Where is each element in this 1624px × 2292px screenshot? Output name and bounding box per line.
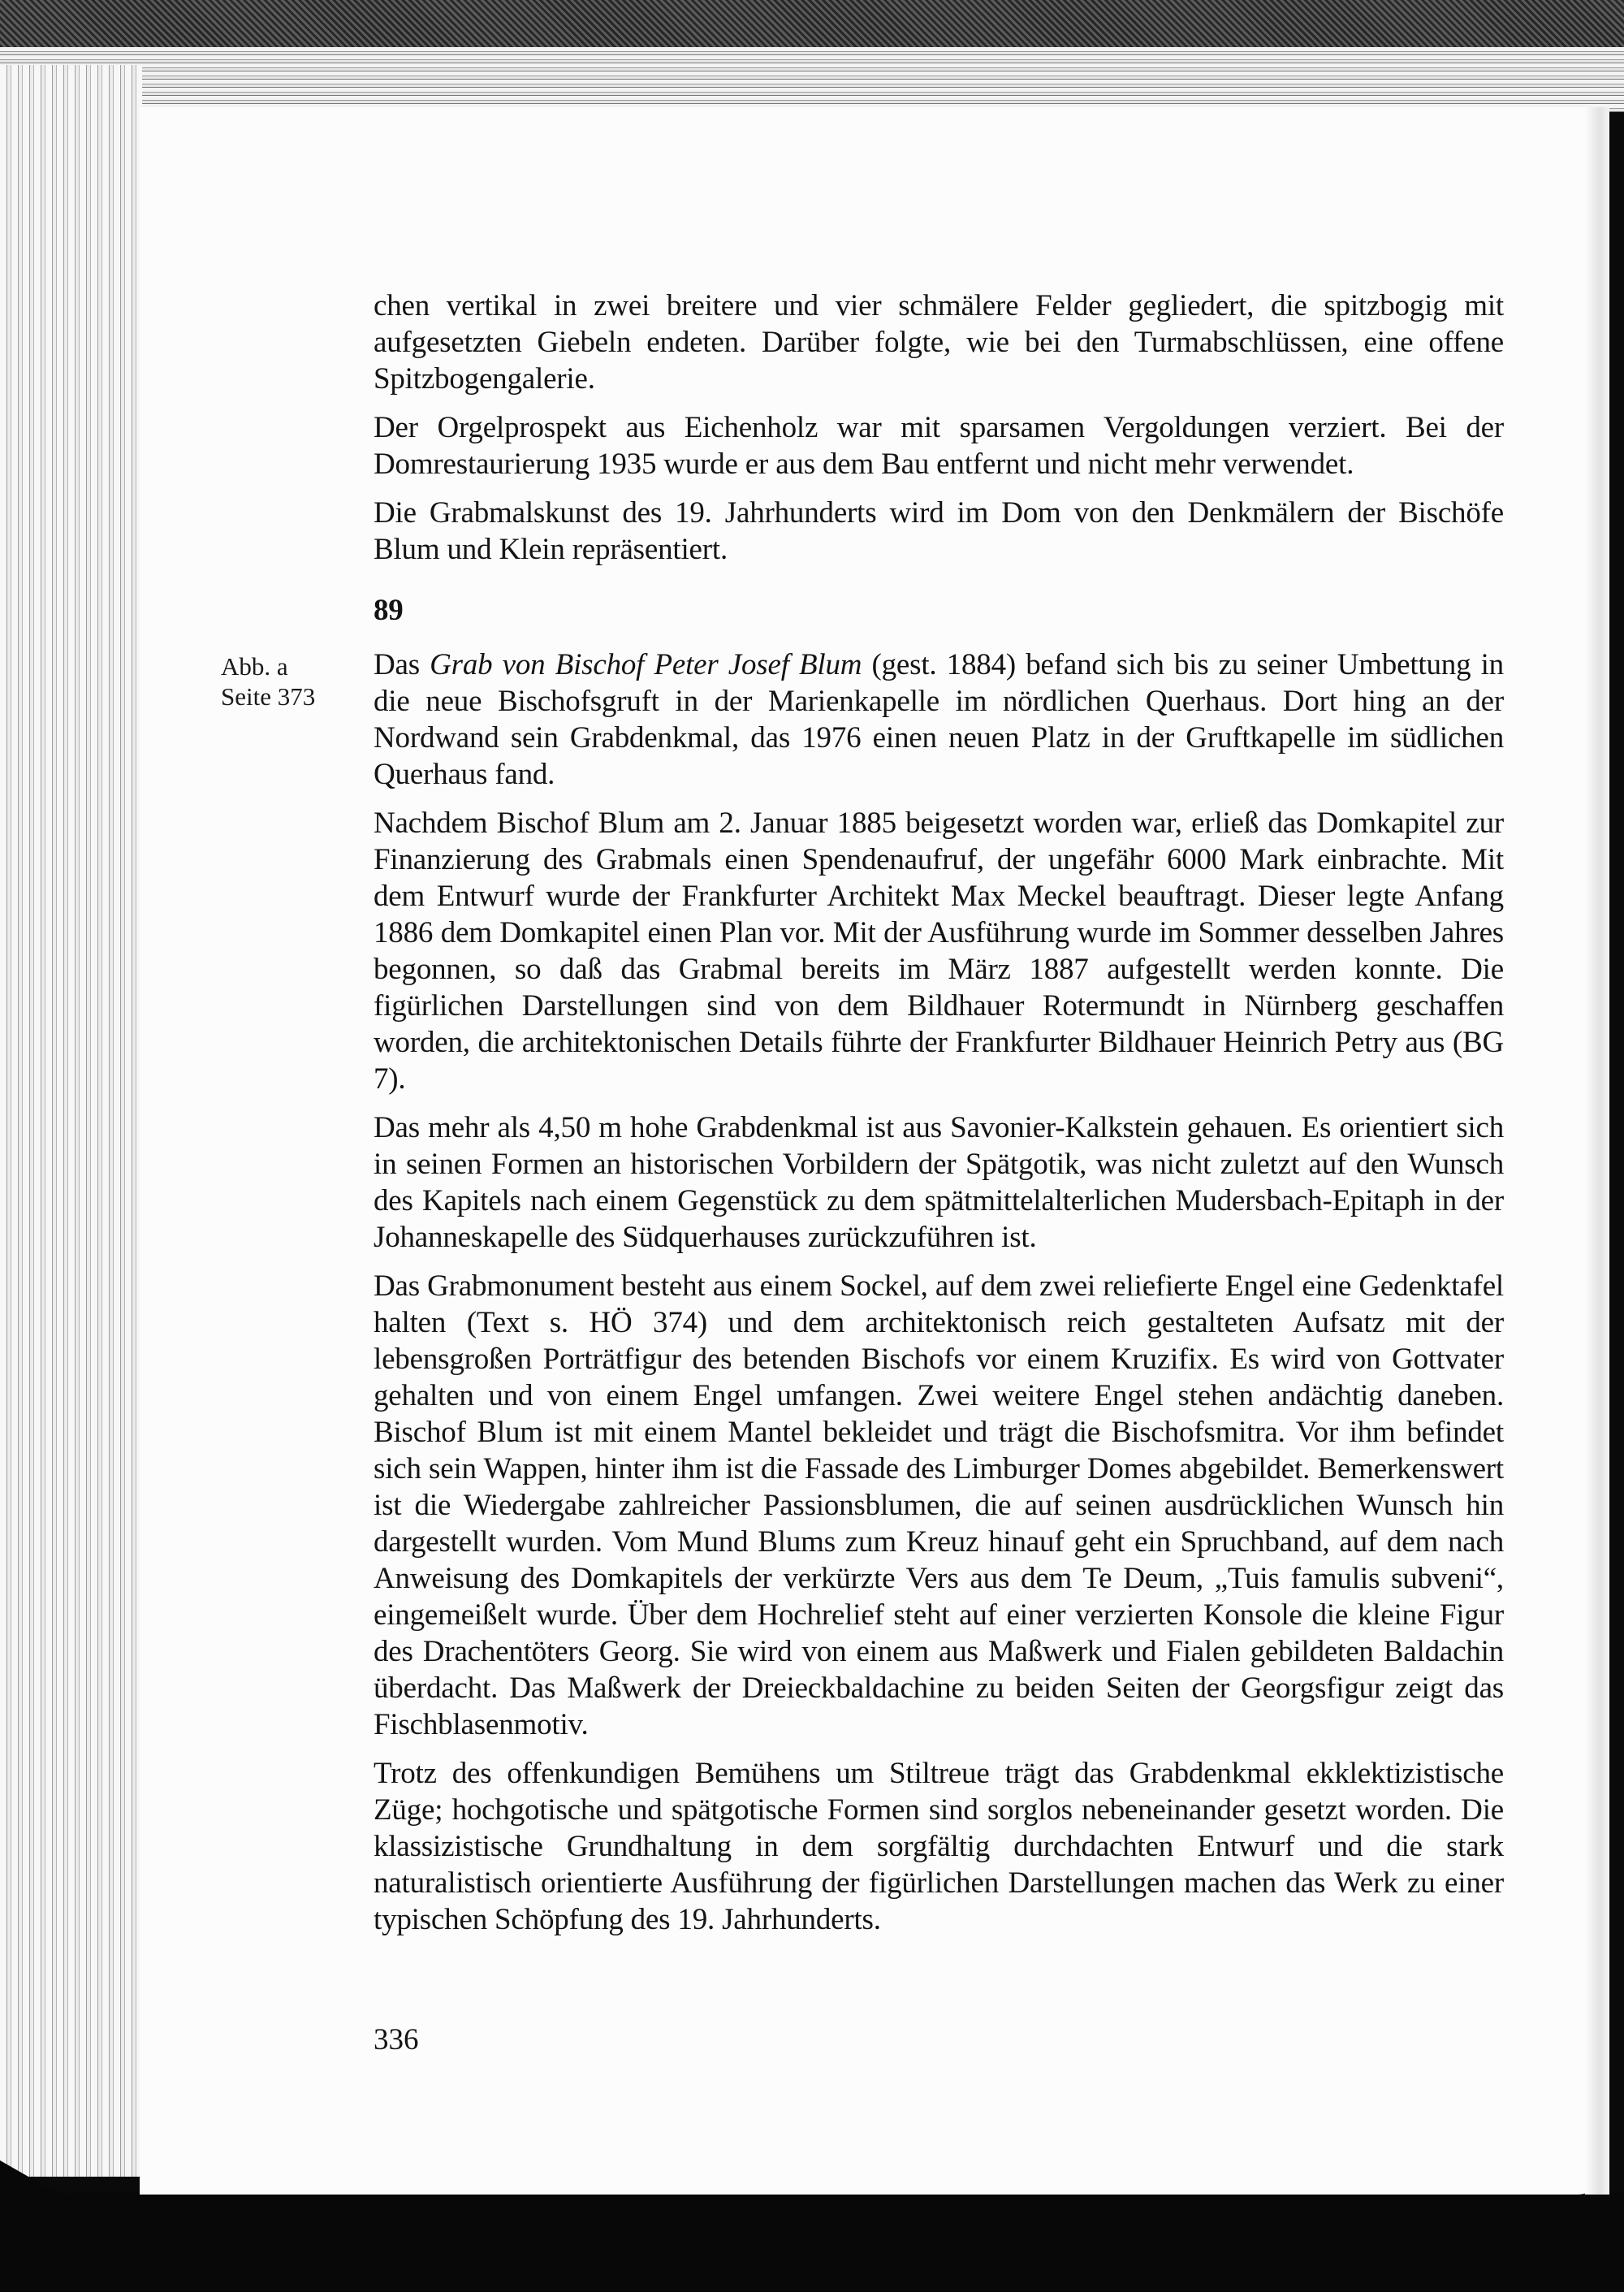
paragraph-grave-location — [374, 647, 1504, 793]
paragraph-commission-history: Nachdem Bischof Blum am 2. Januar 1885 beigesetzt worden war, erließ das Domkapitel zur Finanzierung des Grabmals einen Spendenaufruf, der ungefähr 6000 Mark einbrachte. Mit dem Entwurf wurde der Frankfurter Architekt Max Meckel beauftragt. Dieser legte Anfang 1886 dem Domkapitel einen Plan vor. Mit der Ausführung wurde im Sommer desselben Jahres begonnen, so daß das Grabmal bereits im März 1887 aufgestellt werden konnte. Die figürlichen Darstellungen sind von dem Bildhauer Rotermundt in Nürnberg geschaffen worden, die architektonischen Details führte der Frankfurter Bildhauer Heinrich Petry aus (BG 7). — [374, 807, 1504, 1096]
book-cloth-binding — [0, 0, 1624, 50]
stacked-page-edges-top — [0, 47, 1624, 112]
book-page — [140, 107, 1609, 2195]
paragraph-monument-description: Das Grabmonument besteht aus einem Sockel, auf dem zwei reliefierte Engel eine Gedenktafel halten (Text s. HÖ 374) und dem architektonisch reich gestalteten Aufsatz mit der lebensgroßen Porträtfigur des betenden Bischofs vor einem Kruzifix. Es wird von Gottvater gehalten und von einem Engel umfangen. Zwei weitere Engel stehen andächtig daneben. Bischof Blum ist mit einem Mantel bekleidet und trägt die Bischofsmitra. Vor ihm befindet sich sein Wappen, hinter ihm ist die Fassade des Limburger Domes abgebildet. Bemerkenswert ist die Wiedergabe zahlreicher Passionsblumen, die auf seinen ausdrücklichen Wunsch hin dargestellt wurden. Vom Mund Blums zum Kreuz hinauf geht ein Spruchband, auf dem nach Anweisung des Domkapitels der verkürzte Vers aus dem Te Deum, „Tuis famulis subveni“, eingemeißelt wurde. Über dem Hochrelief steht auf einer verzierten Konsole die kleine Figur des Drachentöters Georg. Sie wird von einem aus Maßwerk und Fialen gebildeten Baldachin überdacht. Das Maßwerk der Dreieckbaldachine zu beiden Seiten der Georgsfigur zeigt das Fischblasenmotiv. — [374, 1269, 1504, 1741]
scan-background-bottom — [0, 2193, 1624, 2292]
page-gutter-shading — [1585, 107, 1609, 2195]
body-text — [374, 288, 1504, 1950]
paragraph-material-style: Das mehr als 4,50 m hohe Grabdenkmal ist aus Savonier-Kalkstein gehauen. Es orientiert sich in seinen Formen an historischen Vorbildern der Spätgotik, was nicht zuletzt auf den Wunsch des Kapitels nach einem Gegenstück zu dem spätmittelalterlichen Mudersbach-Epitaph in der Johanneskapelle des Südquerhauses zurückzuführen ist. — [374, 1111, 1504, 1254]
figure-page-reference: Seite 373 — [221, 682, 316, 711]
body-text-rest: (gest. 1884) befand sich bis zu seiner Umbettung in die neue Bischofsgruft in der Marienkapelle im nördlichen Querhaus. Dort hing an der Nordwand sein Grabdenkmal, das 1976 einen neuen Platz in der Gruftkapelle im südlichen Querhaus fand. — [374, 648, 1504, 791]
stacked-page-edges-left — [0, 65, 142, 2177]
paragraph-stylistic-assessment: Trotz des offenkundigen Bemühens um Stiltreue trägt das Grabdenkmal ekklektizistische Züge; hochgotische und spätgotische Formen sind sorglos nebeneinander gesetzt worden. Die klassizistische Grundhaltung in dem sorgfältig durchdachten Entwurf und die stark naturalistisch orientierte Ausführung der figürlichen Darstellungen machen das Werk zu einer typischen Schöpfung des 19. Jahrhunderts. — [374, 1757, 1504, 1936]
paragraph-tomb-art-intro: Die Grabmalskunst des 19. Jahrhunderts wird im Dom von den Denkmälern der Bischöfe Blum und Klein repräsentiert. — [374, 496, 1504, 566]
paragraph-continuation: chen vertikal in zwei breitere und vier schmälere Felder gegliedert, die spitzbogig mit aufgesetzten Giebeln endeten. Darüber folgte, wie bei den Turmabschlüssen, eine offene Spitzbogengalerie. — [374, 289, 1504, 396]
lead-text: Das — [374, 648, 430, 681]
paragraph-organ-case: Der Orgelprospekt aus Eichenholz war mit sparsamen Vergoldungen verziert. Bei der Domrestaurierung 1935 wurde er aus dem Bau entfernt und nicht mehr verwendet. — [374, 411, 1504, 481]
section-number: 89 — [374, 594, 404, 627]
page-number: 336 — [374, 2023, 419, 2056]
marginal-figure-reference — [221, 651, 315, 711]
italic-title: Grab von Bischof Peter Josef Blum — [430, 648, 862, 681]
figure-reference-label: Abb. a — [221, 652, 288, 681]
